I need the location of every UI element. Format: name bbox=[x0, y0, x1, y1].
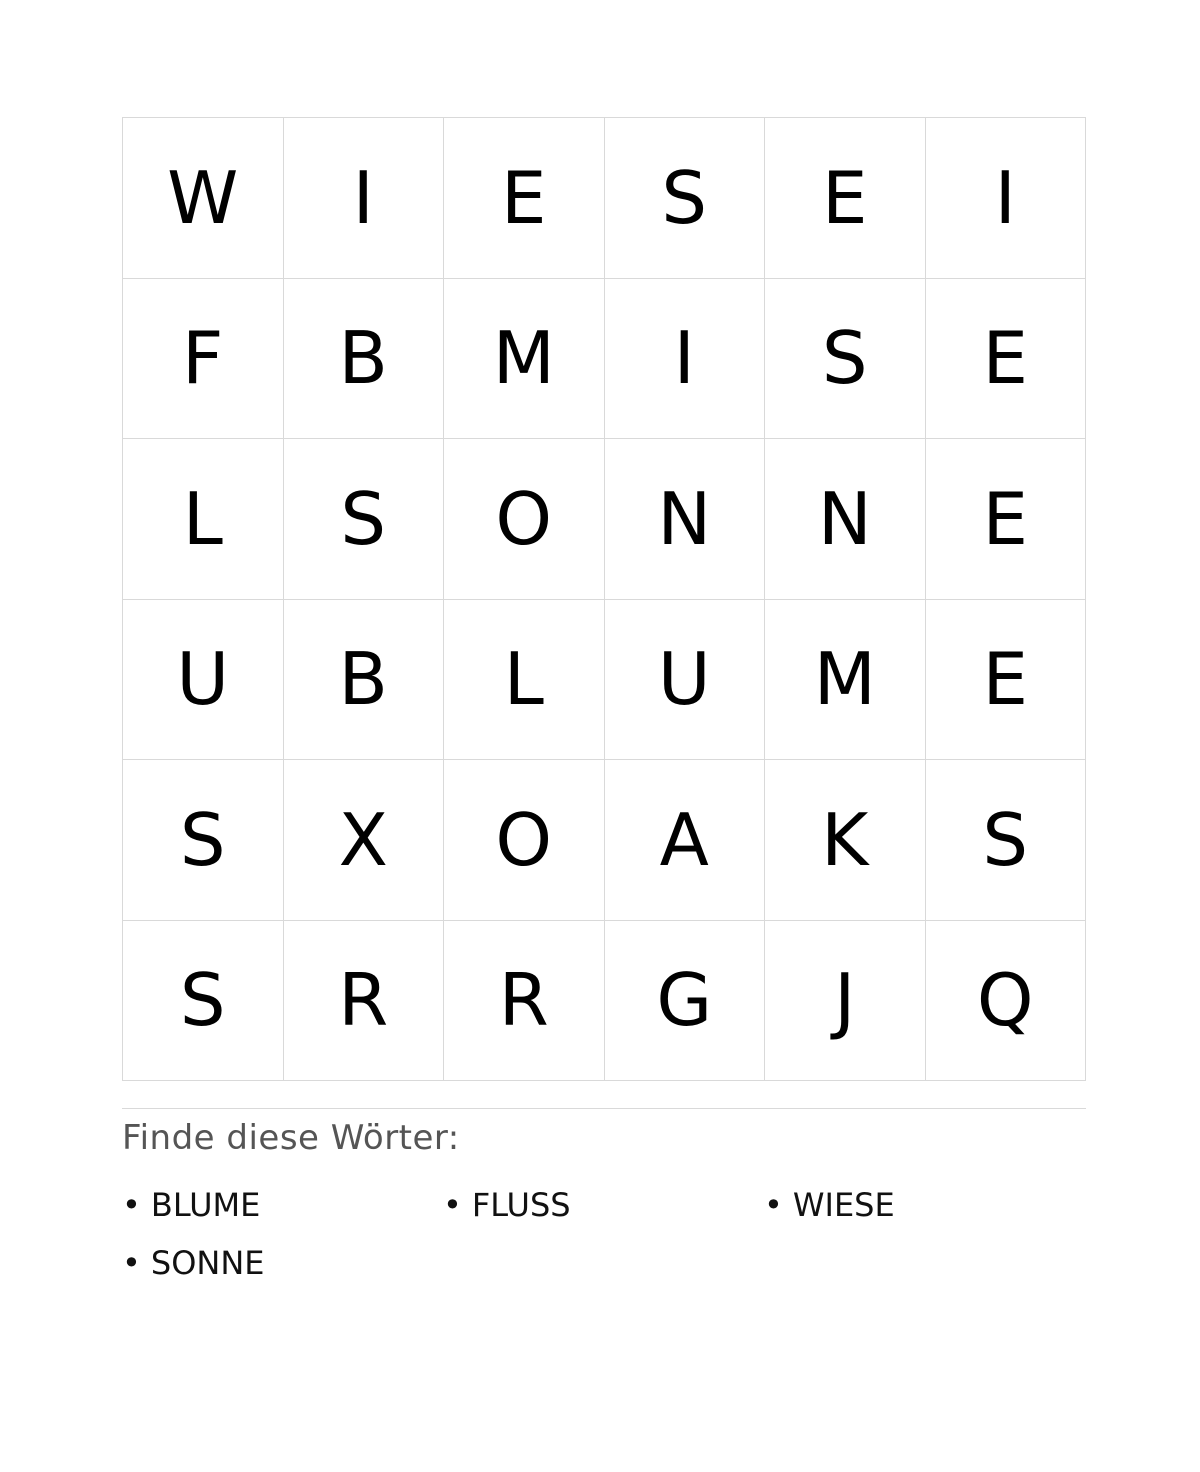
grid-cell[interactable]: E bbox=[926, 600, 1087, 761]
word-label: FLUSS bbox=[471, 1186, 571, 1224]
grid-cell[interactable]: E bbox=[444, 118, 605, 279]
grid-cell[interactable]: S bbox=[123, 760, 284, 921]
grid-cell[interactable]: R bbox=[444, 921, 605, 1082]
word-list bbox=[122, 1176, 1086, 1292]
grid-cell[interactable]: S bbox=[284, 439, 445, 600]
word-label: WIESE bbox=[792, 1186, 895, 1224]
grid-cell[interactable]: U bbox=[123, 600, 284, 761]
grid-cell[interactable]: S bbox=[605, 118, 766, 279]
grid-cell[interactable]: R bbox=[284, 921, 445, 1082]
grid-cell[interactable]: B bbox=[284, 279, 445, 440]
list-item[interactable] bbox=[443, 1186, 764, 1224]
grid-cell[interactable]: L bbox=[123, 439, 284, 600]
word-list-title: Finde diese Wörter: bbox=[122, 1118, 460, 1158]
grid-cell[interactable]: Q bbox=[926, 921, 1087, 1082]
word-list-row bbox=[122, 1234, 1086, 1292]
bullet-icon: • bbox=[764, 1186, 783, 1224]
grid-cell[interactable]: S bbox=[926, 760, 1087, 921]
grid-cell[interactable]: G bbox=[605, 921, 766, 1082]
grid-cell[interactable]: U bbox=[605, 600, 766, 761]
grid-cell[interactable]: N bbox=[605, 439, 766, 600]
grid-cell[interactable]: O bbox=[444, 760, 605, 921]
bullet-icon: • bbox=[443, 1186, 462, 1224]
word-label: SONNE bbox=[150, 1244, 265, 1282]
grid-cell[interactable]: S bbox=[123, 921, 284, 1082]
grid-cell[interactable]: E bbox=[926, 279, 1087, 440]
grid-cell[interactable]: F bbox=[123, 279, 284, 440]
grid-cell[interactable]: J bbox=[765, 921, 926, 1082]
word-list-row bbox=[122, 1176, 1086, 1234]
bullet-icon: • bbox=[122, 1244, 141, 1282]
grid-cell[interactable]: E bbox=[765, 118, 926, 279]
grid-cell[interactable]: M bbox=[444, 279, 605, 440]
grid-cell[interactable]: L bbox=[444, 600, 605, 761]
grid-cell[interactable]: S bbox=[765, 279, 926, 440]
word-label: BLUME bbox=[150, 1186, 261, 1224]
bullet-icon: • bbox=[122, 1186, 141, 1224]
section-divider bbox=[122, 1108, 1086, 1109]
grid-cell[interactable]: O bbox=[444, 439, 605, 600]
grid-cell[interactable]: I bbox=[605, 279, 766, 440]
grid-cell[interactable]: A bbox=[605, 760, 766, 921]
grid-cell[interactable]: M bbox=[765, 600, 926, 761]
grid-cell[interactable]: N bbox=[765, 439, 926, 600]
grid-cell[interactable]: I bbox=[926, 118, 1087, 279]
grid-cell[interactable]: B bbox=[284, 600, 445, 761]
grid-cell[interactable]: W bbox=[123, 118, 284, 279]
grid-cell[interactable]: K bbox=[765, 760, 926, 921]
letter-grid[interactable] bbox=[122, 117, 1086, 1081]
list-item[interactable] bbox=[122, 1186, 443, 1224]
grid-cell[interactable]: E bbox=[926, 439, 1087, 600]
list-item[interactable] bbox=[764, 1186, 1085, 1224]
list-item[interactable] bbox=[122, 1244, 443, 1282]
grid-cell[interactable]: I bbox=[284, 118, 445, 279]
grid-cell[interactable]: X bbox=[284, 760, 445, 921]
